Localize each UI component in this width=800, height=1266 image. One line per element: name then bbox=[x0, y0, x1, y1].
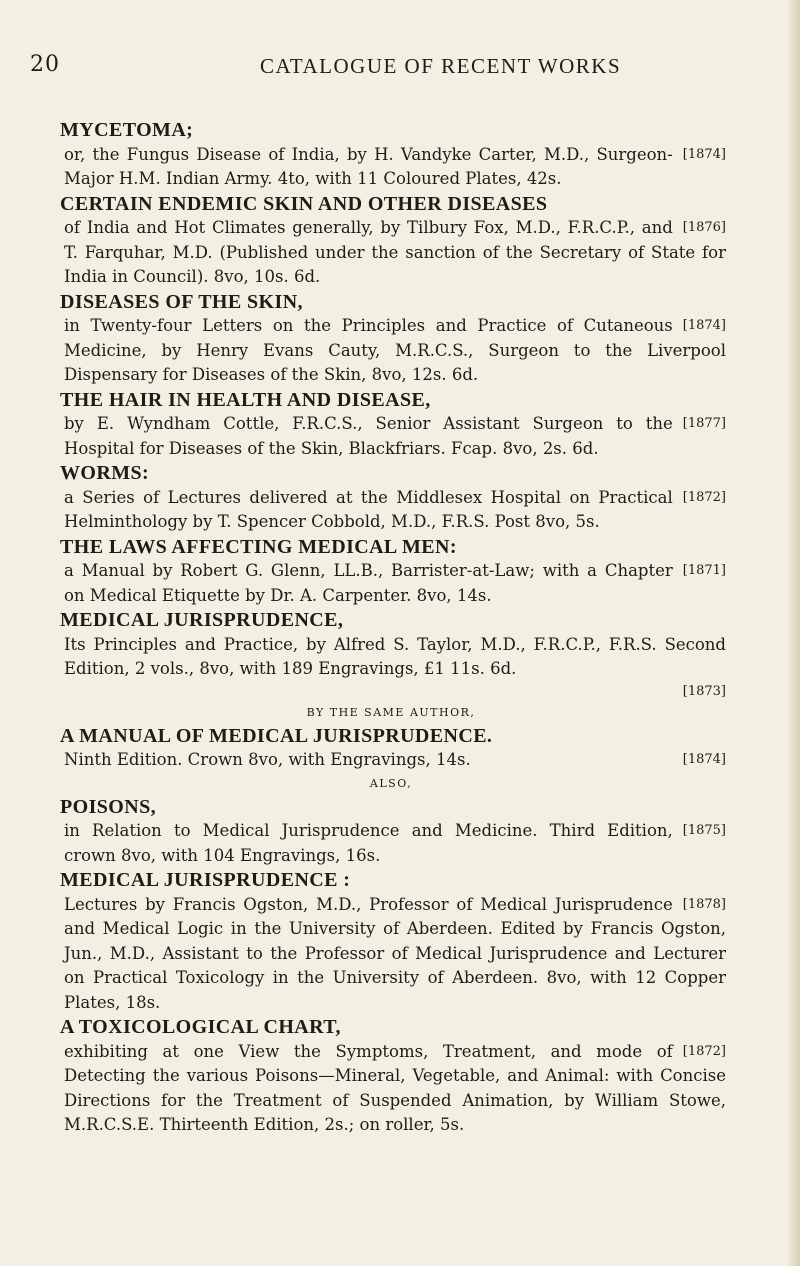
catalogue-entry bbox=[62, 795, 726, 869]
catalogue-entries bbox=[62, 118, 726, 1138]
entry-date-line bbox=[62, 682, 726, 702]
entry-title: A TOXICOLOGICAL CHART, bbox=[60, 1016, 341, 1038]
entry-description-text: by E. Wyndham Cottle, F.R.C.S., Senior Assistant Surgeon to the Hospital for Diseases of the Skin, Blackfriars. Fcap. 8vo, 2s. 6d. bbox=[64, 414, 673, 458]
entry-description-text: Ninth Edition. Crown 8vo, with Engravings, 14s. bbox=[64, 750, 471, 769]
entry-title: WORMS: bbox=[60, 462, 150, 484]
entry-description-text: Lectures by Francis Ogston, M.D., Professor of Medical Jurisprudence and Medical Logic in the University of Aberdeen. Edited by Francis Ogston, Jun., M.D., Assistant to the Professor of Medical Jurisprudence and Lecturer on Practical Toxicology in the University of Aberdeen. 8vo, with 12 Copper Plates, 18s. bbox=[64, 894, 726, 1012]
page-header bbox=[30, 52, 750, 92]
entry-title: MYCETOMA; bbox=[60, 119, 194, 141]
entry-description bbox=[64, 1040, 726, 1138]
catalogue-entry bbox=[62, 535, 726, 609]
entry-date: [1873] bbox=[682, 683, 726, 699]
entry-date: [1871] bbox=[682, 563, 726, 578]
page-edge-shadow bbox=[788, 0, 800, 1266]
entry-title: MEDICAL JURISPRUDENCE : bbox=[60, 869, 351, 891]
catalogue-entry bbox=[62, 1015, 726, 1138]
entry-date: [1874] bbox=[682, 752, 726, 767]
entry-title: CERTAIN ENDEMIC SKIN AND OTHER DISEASES bbox=[60, 192, 548, 215]
entry-date: [1872] bbox=[682, 1043, 726, 1059]
catalogue-entry bbox=[62, 461, 726, 535]
entry-title: DISEASES OF THE SKIN, bbox=[60, 290, 303, 313]
entry-subheading: ALSO, bbox=[369, 776, 413, 790]
entry-description bbox=[64, 819, 726, 868]
entry-description-text: of India and Hot Climates generally, by Tilbury Fox, M.D., F.R.C.P., and T. Farquhar, M.D. (Published under the sanction of the Secretary of State for India in Council). 8vo, 10s. 6d. bbox=[64, 218, 726, 286]
entry-description bbox=[64, 486, 726, 535]
entry-description-text: in Relation to Medical Jurisprudence and Medicine. Third Edition, crown 8vo, with 104 Engravings, 16s. bbox=[64, 821, 673, 865]
entry-description-text: or, the Fungus Disease of India, by H. Vandyke Carter, M.D., Surgeon-Major H.M. Indian Army. 4to, with 11 Coloured Plates, 42s. bbox=[64, 144, 673, 188]
catalogue-entry bbox=[62, 118, 726, 192]
entry-description-text: in Twenty-four Letters on the Principles and Practice of Cutaneous Medicine, by Henry Evans Cauty, M.R.C.S., Surgeon to the Liverpool Dispensary for Diseases of the Skin, 8vo, 12s. 6d. bbox=[64, 316, 726, 384]
entry-description-text: a Manual by Robert G. Glenn, LL.B., Barrister-at-Law; with a Chapter on Medical Etiquette by Dr. A. Carpenter. 8vo, 14s. bbox=[64, 561, 673, 605]
entry-date: [1878] bbox=[682, 896, 726, 912]
entry-title: THE HAIR IN HEALTH AND DISEASE, bbox=[60, 388, 431, 411]
running-head: CATALOGUE OF RECENT WORKS bbox=[260, 54, 622, 78]
catalogue-entry bbox=[62, 608, 726, 724]
catalogue-entry bbox=[62, 192, 726, 290]
entry-title: MEDICAL JURISPRUDENCE, bbox=[60, 609, 344, 631]
entry-description bbox=[64, 143, 726, 192]
entry-description-text: exhibiting at one View the Symptoms, Treatment, and mode of Detecting the various Poisons—Mineral, Vegetable, and Animal: with Concise Directions for the Treatment of Suspended Animation, by William Stowe, M.R.C.S.E. Thirteenth Edition, 2s.; on roller, 5s. bbox=[64, 1041, 726, 1134]
entry-description bbox=[64, 314, 726, 388]
entry-description bbox=[64, 748, 726, 773]
entry-title: A MANUAL OF MEDICAL JURISPRUDENCE. bbox=[60, 724, 493, 747]
entry-title: POISONS, bbox=[60, 795, 157, 818]
catalogue-entry bbox=[62, 388, 726, 462]
catalogue-entry bbox=[62, 868, 726, 1015]
entry-description-text: Its Principles and Practice, by Alfred S. Taylor, M.D., F.R.C.P., F.R.S. Second Edition, 2 vols., 8vo, with 189 Engravings, £1 11s. 6d. bbox=[64, 634, 726, 678]
entry-subheading: BY THE SAME AUTHOR, bbox=[306, 705, 476, 719]
entry-description-text: a Series of Lectures delivered at the Middlesex Hospital on Practical Helminthology by T. Spencer Cobbold, M.D., F.R.S. Post 8vo, 5s. bbox=[64, 487, 673, 531]
entry-date: [1876] bbox=[682, 220, 726, 235]
catalogue-entry bbox=[62, 724, 726, 795]
entry-description bbox=[64, 216, 726, 290]
entry-description bbox=[64, 559, 726, 608]
page-number: 20 bbox=[30, 52, 60, 77]
entry-description bbox=[64, 893, 726, 1016]
entry-description bbox=[64, 412, 726, 461]
catalogue-entry bbox=[62, 290, 726, 388]
entry-description bbox=[64, 633, 726, 682]
entry-date: [1877] bbox=[682, 416, 726, 431]
entry-date: [1872] bbox=[682, 489, 726, 505]
entry-title: THE LAWS AFFECTING MEDICAL MEN: bbox=[60, 535, 457, 558]
entry-date: [1874] bbox=[682, 318, 726, 333]
entry-date: [1875] bbox=[682, 823, 726, 838]
entry-date: [1874] bbox=[682, 146, 726, 162]
